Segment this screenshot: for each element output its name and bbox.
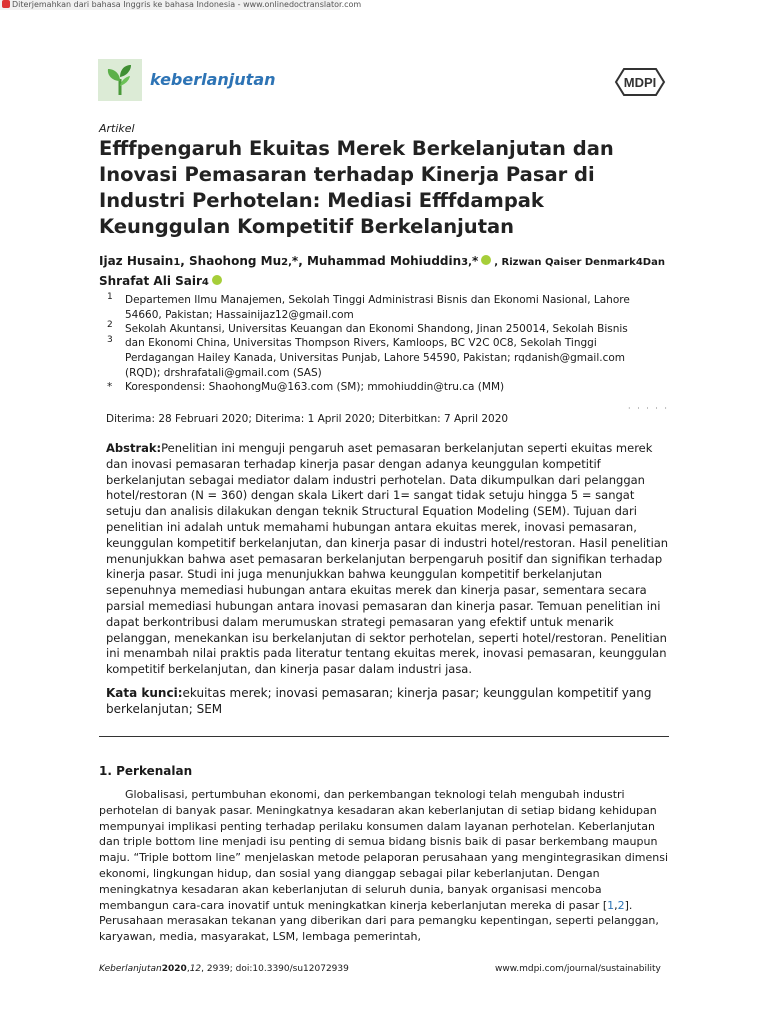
author-affiliation-mark: 4	[635, 257, 643, 268]
affiliation-number: 3	[107, 335, 113, 345]
affiliation-text: dan Ekonomi China, Universitas Thompson Rivers, Kamloops, BC V2C 0C8, Sekolah Tinggi	[125, 337, 597, 349]
corresponding-mark: *	[471, 254, 479, 268]
citation-separator: ,	[614, 898, 618, 912]
author-affiliation-mark: 3,	[461, 257, 472, 268]
translation-banner-text: Diterjemahkan dari bahasa Inggris ke bahasa Indonesia - www.onlinedoctranslator.com	[12, 0, 362, 9]
correspondence-text: Korespondensi: ShaohongMu@163.com (SM); mmohiuddin@tru.ca (MM)	[125, 381, 505, 393]
article-type: Artikel	[99, 122, 135, 135]
footer-doi[interactable]: , 2939; doi:10.3390/su12072939	[201, 964, 349, 974]
translation-banner[interactable]	[0, 0, 362, 10]
footer-separator: ,	[186, 964, 190, 974]
author-separator: Dan	[642, 257, 665, 268]
footer-volume: 12	[189, 964, 202, 974]
author-list	[99, 252, 679, 292]
mdpi-logo-icon	[614, 67, 666, 97]
footer-citation	[99, 964, 349, 974]
keywords	[106, 685, 671, 717]
body-text: ]. Perusahaan merasakan tekanan yang diberikan dari para pemangku kepentingan, seperti pelanggan, karyawan, media, masyarakat, LSM, lembaga pemerintah,	[99, 898, 659, 944]
author-affiliation-mark: 1	[173, 257, 181, 268]
update-check-marks: · · · · ·	[628, 404, 669, 413]
body-text: Globalisasi, pertumbuhan ekonomi, dan perkembangan teknologi telah mengubah industri perhotelan di banyak pasar. Meningkatnya kesadaran akan keberlanjutan di setiap bidang kehidupan mempunyai implikasi penting terhadap perilaku konsumen dalam layanan perhotelan. Keberlanjutan dan triple bottom line menjadi isu penting di semua bidang bisnis baik di pasar berkembang maupun maju. “Triple bottom line” menjelaskan metode pelaporan perusahaan yang mengintegrasikan dimensi ekonomi, lingkungan hidup, dan sosial yang dianggap sebagai pilar keberlanjutan. Dengan meningkatnya kesadaran akan keberlanjutan di seluruh dunia, banyak organisasi mencoba membangun cara-cara inovatif untuk meningkatkan kinerja keberlanjutan mereka di pasar [	[99, 788, 669, 912]
keywords-label: Kata kunci:	[106, 686, 183, 700]
sprout-icon	[98, 59, 142, 101]
author-affiliation-mark: 2,	[281, 257, 292, 268]
section-heading: 1. Perkenalan	[99, 764, 193, 778]
affiliation-text: Perdagangan Hailey Kanada, Universitas Punjab, Lahore 54590, Pakistan; rqdanish@gmail.com (RQD); drshrafatali@gmail.com (SAS)	[125, 352, 626, 379]
paper-title: Efffpengaruh Ekuitas Merek Berkelanjutan dan Inovasi Pemasaran terhadap Kinerja Pasar di Industri Perhotelan: Mediasi Efffdampak Keunggulan Kompetitif Berkelanjutan	[99, 137, 614, 238]
author-name[interactable]: Shrafat Ali Sair	[99, 274, 202, 288]
citation-link[interactable]: 1	[607, 898, 615, 912]
keywords-text: ekuitas merek; inovasi pemasaran; kinerja pasar; keunggulan kompetitif yang berkelanjutan; SEM	[106, 686, 652, 716]
footer-journal: Keberlanjutan	[99, 964, 162, 974]
abstract-text: Penelitian ini menguji pengaruh aset pemasaran berkelanjutan seperti ekuitas merek dan inovasi pemasaran terhadap kinerja pasar dengan adanya keunggulan kompetitif berkelanjutan sebagai mediator dalam industri perhotelan. Data dikumpulkan dari pelanggan hotel/restoran (N = 360) dengan skala Likert dari 1= sangat tidak setuju hingga 5 = sangat setuju dan analisis dilakukan dengan teknik Structural Equation Modeling (SEM). Tujuan dari penelitian ini adalah untuk memahami hubungan antara ekuitas merek, inovasi pemasaran, keunggulan kompetitif berkelanjutan, dan kinerja pasar di industri hotel/restoran. Hasil penelitian menunjukkan bahwa aset pemasaran berkelanjutan berpengaruh positif dan signifikan terhadap kinerja pasar. Studi ini juga menunjukkan bahwa keunggulan kompetitif berkelanjutan sepenuhnya memediasi hubungan antara ekuitas merek dan kinerja pasar, sementara secara parsial memediasi hubungan antara inovasi pemasaran dan kinerja pasar. Temuan penelitian ini dapat berkontribusi dalam merumuskan strategi pemasaran yang efektif untuk menarik pelanggan, menekankan isu berkelanjutan di sektor perhotelan, seperti hotel/restoran. Penelitian ini menambah nilai praktis pada literatur tentang ekuitas merek, inovasi pemasaran, keunggulan kompetitif berkelanjutan, dan kinerja pasar dalam industri jasa.	[106, 441, 669, 677]
section-divider	[99, 736, 669, 737]
orcid-icon[interactable]	[212, 275, 222, 285]
abstract-label: Abstrak:	[106, 441, 162, 455]
body-paragraph	[99, 787, 674, 945]
footer-year: 2020	[161, 964, 187, 974]
abstract	[106, 441, 671, 678]
mdpi-logo-text: MDPI	[623, 75, 657, 90]
publisher-logo	[614, 67, 666, 97]
citation-link[interactable]: 2	[617, 898, 625, 912]
affiliation-text: Departemen Ilmu Manajemen, Sekolah Tinggi Administrasi Bisnis dan Ekonomi Nasional, Lahore 54660, Pakistan; Hassainijaz12@gmail.com	[125, 294, 630, 321]
journal-name: keberlanjutan	[150, 70, 276, 89]
publication-dates: Diterima: 28 Februari 2020; Diterima: 1 April 2020; Diterbitkan: 7 April 2020	[106, 413, 509, 425]
translate-icon	[2, 0, 10, 8]
author-name[interactable]: , Muhammad Mohiuddin	[298, 254, 462, 268]
author-name[interactable]: , Shaohong Mu	[180, 254, 282, 268]
footer-url[interactable]: www.mdpi.com/journal/sustainability	[495, 964, 661, 974]
orcid-icon[interactable]	[481, 255, 491, 265]
correspondence-mark: *	[107, 381, 113, 393]
author-name[interactable]: Ijaz Husain	[99, 254, 174, 268]
corresponding-mark: *	[291, 254, 299, 268]
author-name[interactable]: , Rizwan Qaiser Denmark	[494, 257, 636, 268]
affiliation-text: Sekolah Akuntansi, Universitas Keuangan dan Ekonomi Shandong, Jinan 250014, Sekolah Bisnis	[125, 323, 628, 335]
journal-logo	[98, 59, 142, 101]
affiliation-number: 1	[107, 292, 113, 302]
author-affiliation-mark: 4	[201, 277, 209, 288]
affiliation-number: 2	[107, 320, 113, 330]
